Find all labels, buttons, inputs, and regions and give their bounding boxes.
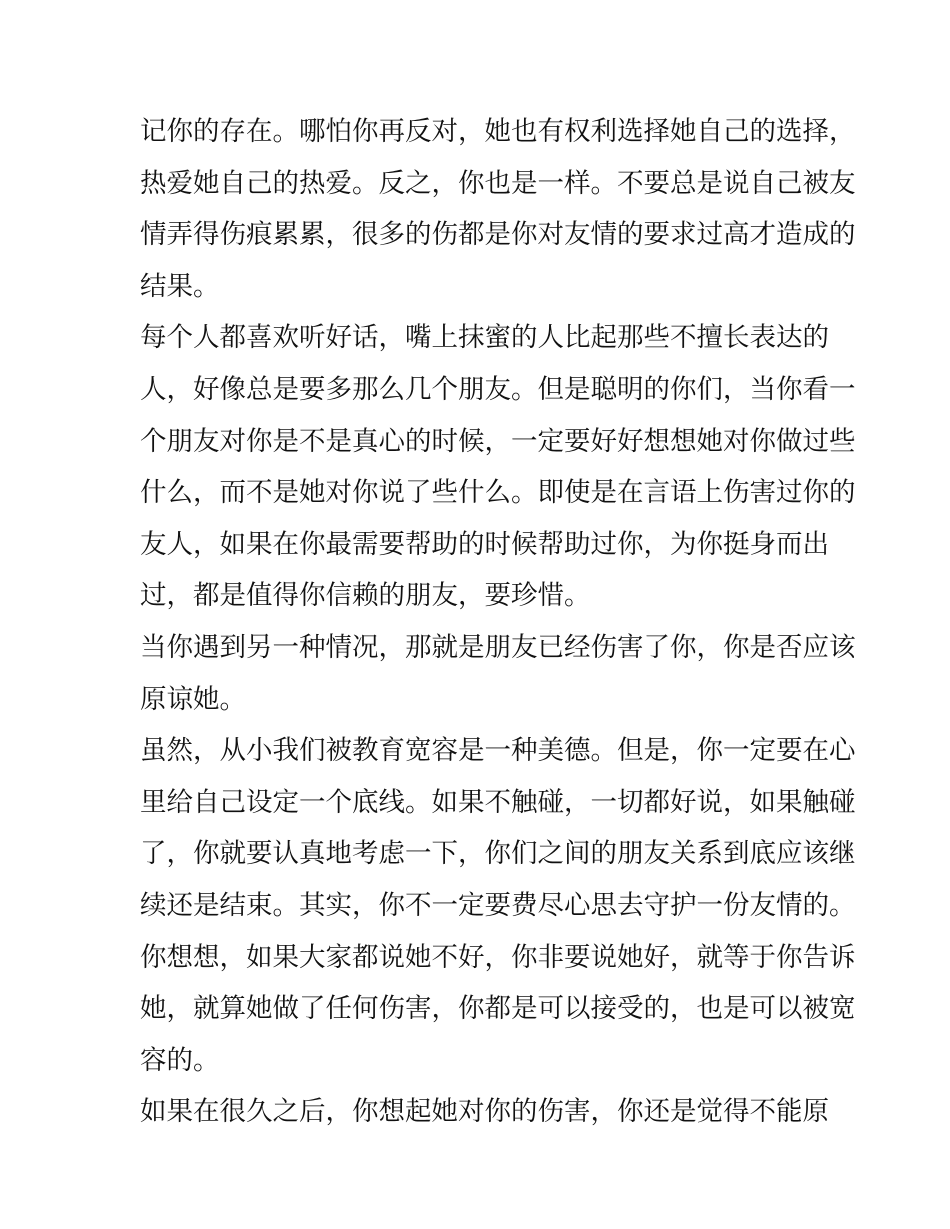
body-text [140,106,856,1138]
text-line: 热爱她自己的热爱。反之，你也是一样。不要总是说自己被友 [140,167,856,199]
text-line: 人，好像总是要多那么几个朋友。但是聪明的你们，当你看一 [140,373,856,405]
text-line: 什么，而不是她对你说了些什么。即使是在言语上伤害过你的 [140,477,856,509]
text-line: 每个人都喜欢听好话，嘴上抹蜜的人比起那些不擅长表达的 [140,322,829,354]
text-line: 过，都是值得你信赖的朋友，要珍惜。 [140,580,591,612]
text-line: 结果。 [140,270,220,302]
text-line: 你想想，如果大家都说她不好，你非要说她好，就等于你告诉 [140,941,856,973]
text-line: 她，就算她做了任何伤害，你都是可以接受的，也是可以被宽 [140,993,856,1025]
text-line: 虽然，从小我们被教育宽容是一种美德。但是，你一定要在心 [140,735,856,767]
text-line: 了，你就要认真地考虑一下，你们之间的朋友关系到底应该继 [140,838,856,870]
text-line: 里给自己设定一个底线。如果不触碰，一切都好说，如果触碰 [140,786,856,818]
text-line: 个朋友对你是不是真心的时候，一定要好好想想她对你做过些 [140,425,856,457]
text-line: 当你遇到另一种情况，那就是朋友已经伤害了你，你是否应该 [140,631,856,663]
text-line: 原谅她。 [140,683,246,715]
text-line: 情弄得伤痕累累，很多的伤都是你对友情的要求过高才造成的 [140,219,856,251]
text-line: 如果在很久之后，你想起她对你的伤害，你还是觉得不能原 [140,1096,829,1128]
text-line: 续还是结束。其实，你不一定要费尽心思去守护一份友情的。 [140,889,856,921]
text-line: 友人，如果在你最需要帮助的时候帮助过你，为你挺身而出 [140,528,829,560]
text-line: 记你的存在。哪怕你再反对，她也有权利选择她自己的选择， [140,116,856,147]
text-line: 容的。 [140,1044,220,1076]
